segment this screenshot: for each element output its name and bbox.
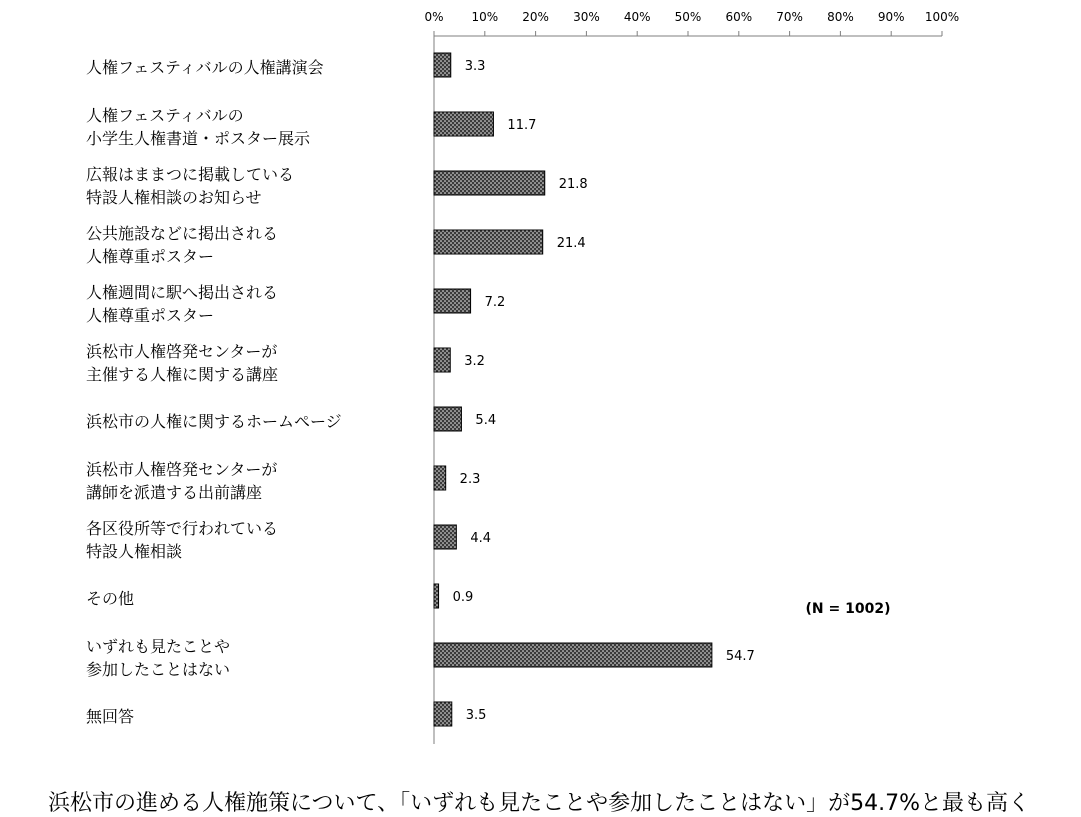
category-label: 講師を派遣する出前講座: [86, 483, 263, 502]
bar: [434, 702, 452, 726]
category-label: 主催する人権に関する講座: [86, 365, 279, 384]
category-label: 人権週間に駅へ掲出される: [86, 283, 279, 302]
category-label: いずれも見たことや: [86, 637, 231, 656]
data-label: 3.5: [465, 708, 487, 723]
sample-size-note: (N = 1002): [805, 601, 891, 617]
bar: [434, 525, 456, 549]
data-label: 21.8: [558, 177, 588, 192]
x-tick-label: 100%: [924, 10, 960, 24]
bar: [434, 289, 471, 313]
data-label: 3.2: [464, 354, 485, 369]
x-tick-label: 80%: [827, 10, 854, 24]
category-label: 小学生人権書道・ポスター展示: [86, 129, 311, 148]
category-label: その他: [86, 589, 135, 608]
category-label: 浜松市人権啓発センターが: [86, 342, 278, 361]
x-tick-label: 50%: [674, 10, 702, 24]
data-label: 5.4: [475, 413, 497, 428]
x-tick-label: 60%: [725, 10, 753, 24]
bar: [434, 348, 450, 372]
bars: [434, 53, 755, 726]
category-label: 特設人権相談のお知らせ: [86, 188, 262, 207]
data-label: 3.3: [464, 59, 486, 74]
bar: [434, 584, 439, 608]
bar: [434, 230, 543, 254]
category-label: 浜松市の人権に関するホームページ: [86, 412, 342, 431]
category-label: 参加したことはない: [86, 660, 231, 679]
category-label: 広報はままつに掲載している: [86, 165, 295, 184]
category-label: 人権フェスティバルの: [86, 106, 244, 125]
category-label: 特設人権相談: [86, 542, 183, 561]
category-label: 人権尊重ポスター: [86, 306, 215, 325]
category-label: 人権尊重ポスター: [86, 247, 215, 266]
category-label: 浜松市人権啓発センターが: [86, 460, 278, 479]
x-axis: [424, 10, 959, 744]
category-label: 各区役所等で行われている: [86, 519, 279, 538]
x-tick-label: 20%: [522, 10, 549, 24]
bar: [434, 466, 446, 490]
bar: [434, 643, 712, 667]
data-label: 0.9: [452, 590, 474, 605]
caption-text: 浜松市の進める人権施策について、「いずれも見たことや参加したことはない」が54.7%と最も高く: [48, 791, 1031, 816]
category-label: 公共施設などに掲出される: [86, 224, 279, 243]
category-label: 無回答: [86, 707, 135, 726]
data-label: 54.7: [725, 649, 755, 664]
bar: [434, 112, 493, 136]
x-tick-label: 40%: [623, 10, 651, 24]
data-label: 7.2: [484, 295, 506, 310]
x-tick-label: 70%: [776, 10, 803, 24]
data-label: 2.3: [459, 472, 481, 487]
data-label: 21.4: [556, 236, 586, 251]
x-tick-label: 0%: [424, 10, 444, 24]
x-tick-label: 90%: [877, 10, 905, 24]
category-labels: [86, 58, 342, 726]
bar: [434, 53, 451, 77]
x-tick-label: 10%: [471, 10, 499, 24]
category-label: 人権フェスティバルの人権講演会: [86, 58, 324, 77]
bar: [434, 171, 545, 195]
bar: [434, 407, 461, 431]
data-label: 11.7: [507, 118, 537, 133]
x-tick-label: 30%: [573, 10, 600, 24]
data-label: 4.4: [470, 531, 492, 546]
